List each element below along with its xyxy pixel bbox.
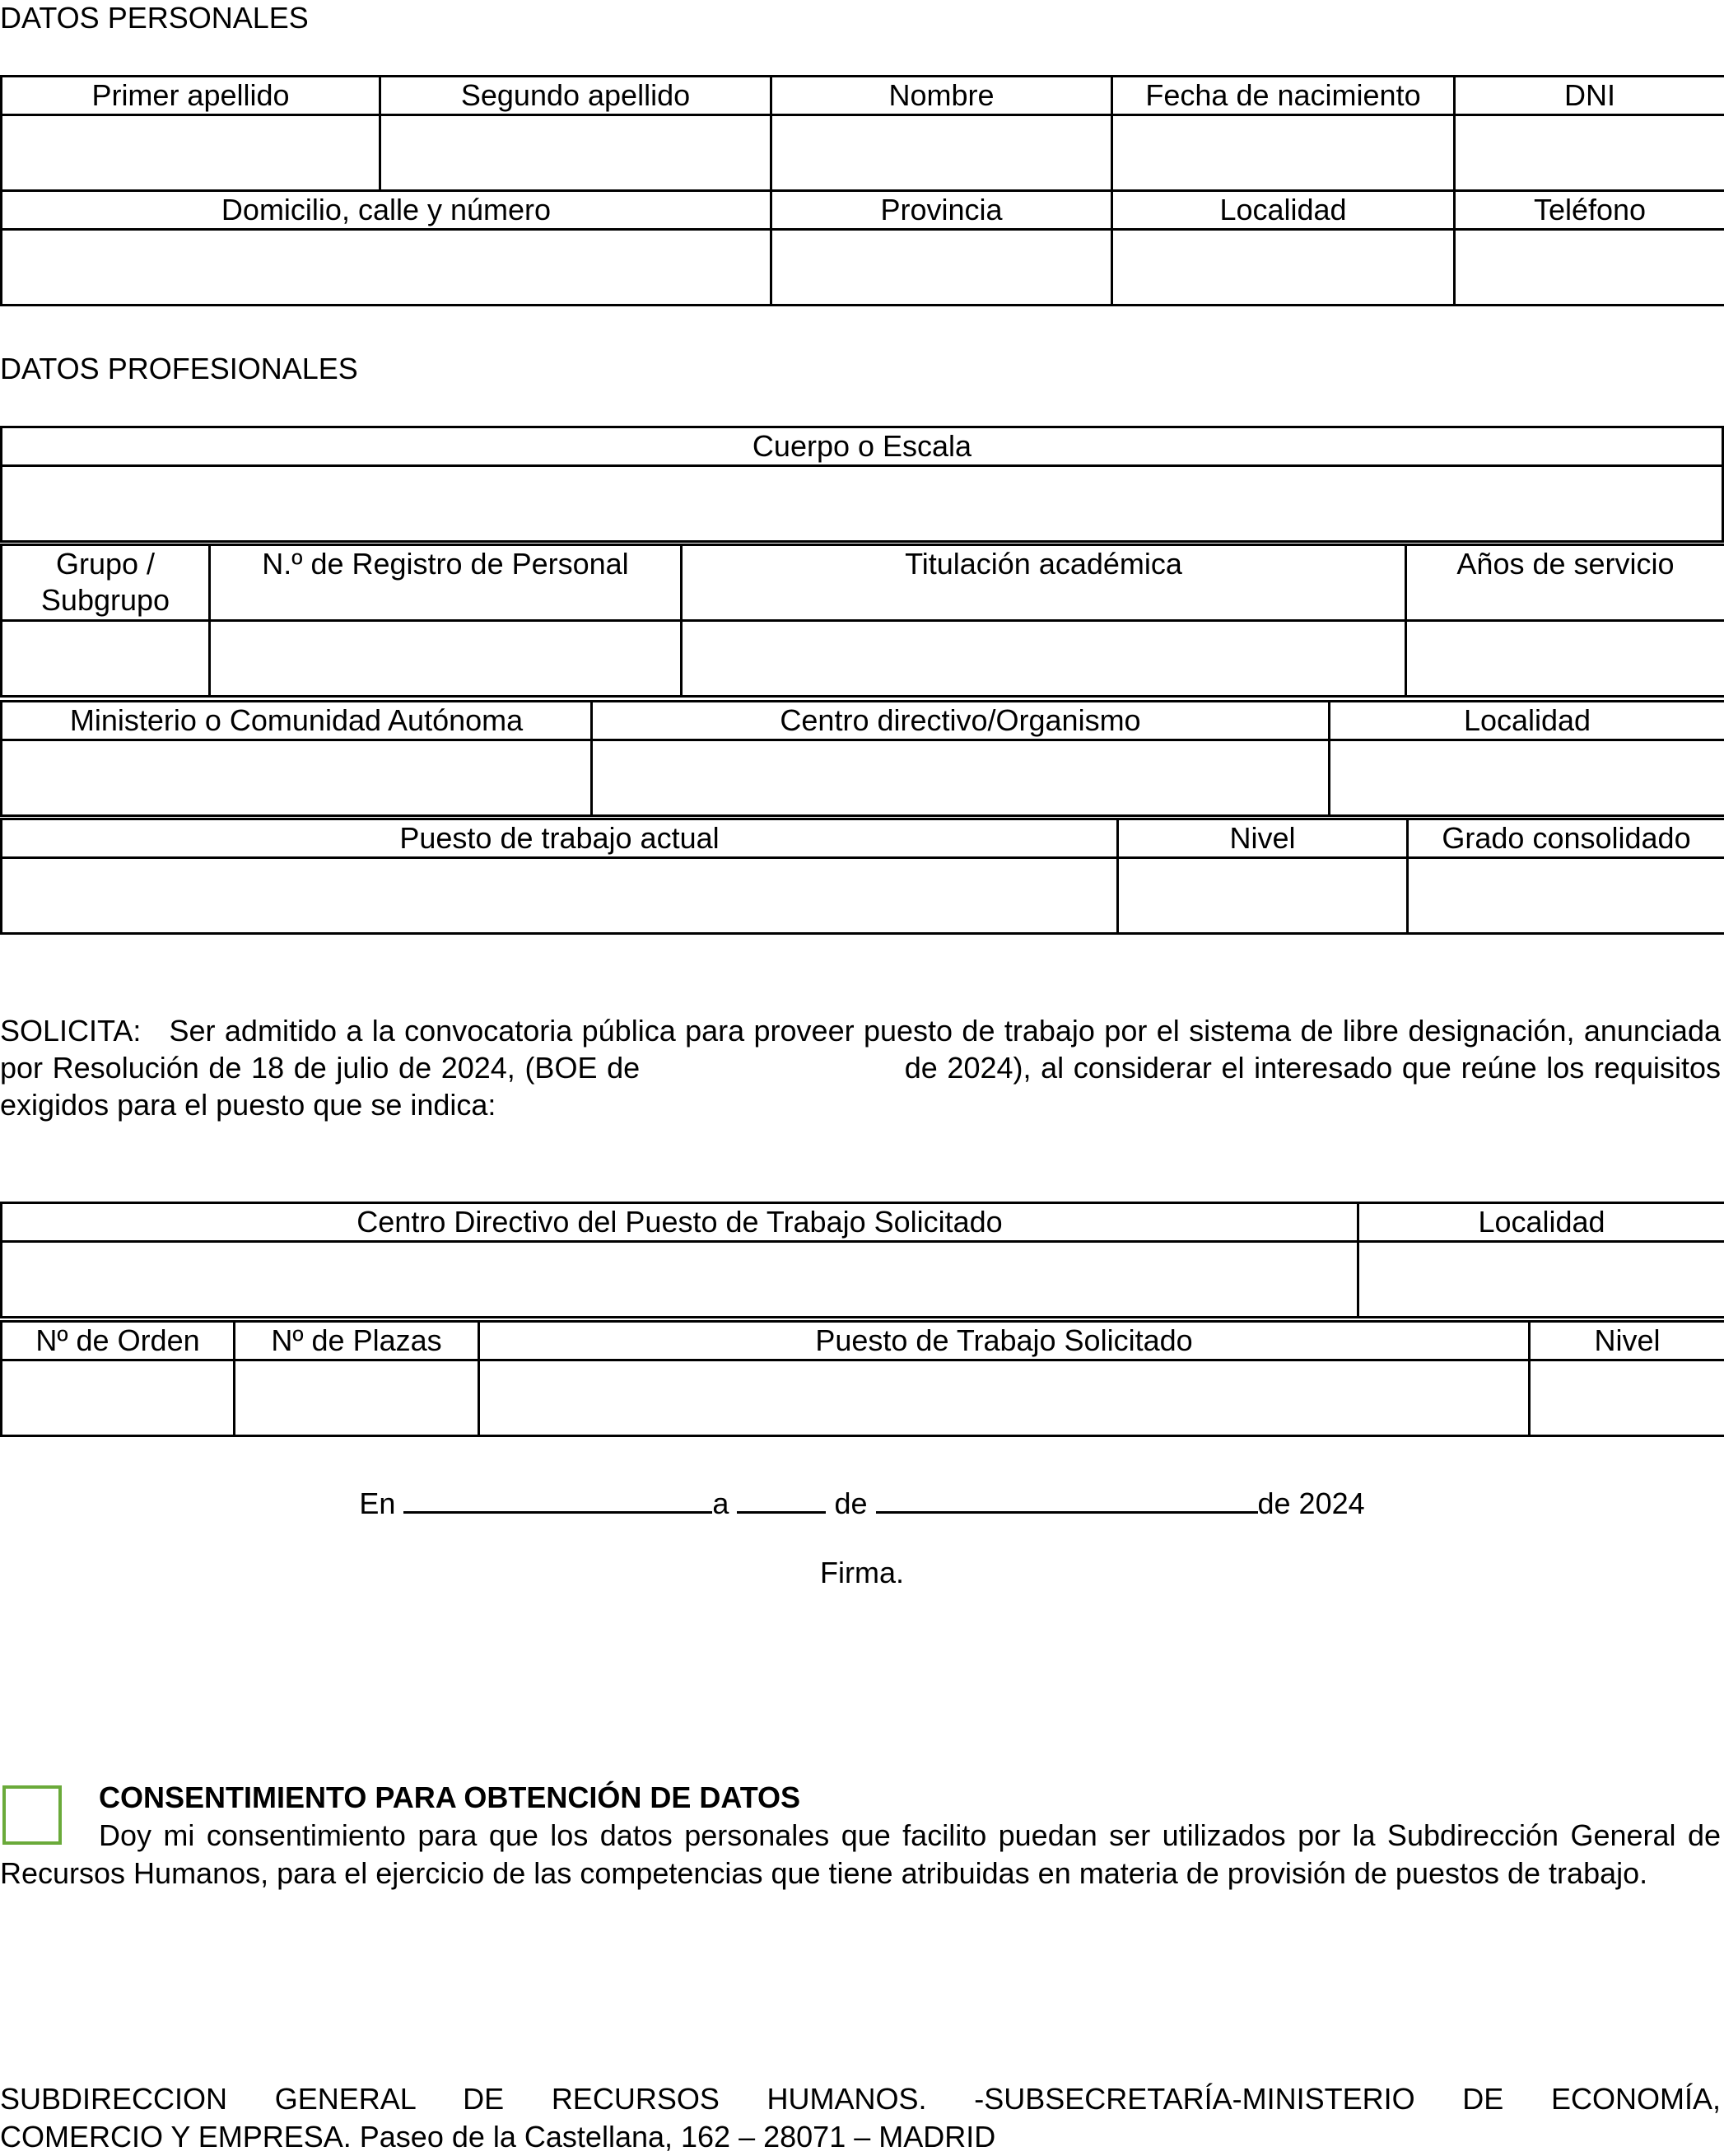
header-numero-orden: Nº de Orden bbox=[2, 1322, 235, 1360]
signature-date-line bbox=[0, 1480, 1724, 1522]
header-puesto-solicitado: Puesto de Trabajo Solicitado bbox=[479, 1322, 1530, 1360]
header-numero-plazas: Nº de Plazas bbox=[235, 1322, 479, 1360]
header-registro-personal: N.º de Registro de Personal bbox=[210, 545, 682, 621]
signature-place-prefix: En bbox=[359, 1486, 395, 1520]
footer-line-2: COMERCIO Y EMPRESA. Paseo de la Castellana, 162 – 28071 – MADRID bbox=[0, 2118, 1721, 2156]
footer-address bbox=[0, 2080, 1721, 2156]
field-centro-solicitado[interactable] bbox=[2, 1242, 1358, 1318]
professional-grupo-table bbox=[0, 544, 1724, 698]
field-segundo-apellido[interactable] bbox=[380, 115, 771, 191]
request-text-part2: de 2024), al considerar el interesado que reúne los requisitos exigidos para el puesto que se indica: bbox=[0, 1051, 1721, 1122]
field-nivel-solicitado[interactable] bbox=[1530, 1360, 1724, 1436]
signature-month-blank[interactable] bbox=[876, 1480, 1258, 1514]
header-domicilio: Domicilio, calle y número bbox=[2, 191, 771, 230]
signature-label: Firma. bbox=[0, 1555, 1724, 1591]
header-dni: DNI bbox=[1455, 77, 1724, 115]
field-centro-directivo[interactable] bbox=[592, 740, 1330, 816]
header-localidad: Localidad bbox=[1112, 191, 1455, 230]
field-numero-orden[interactable] bbox=[2, 1360, 235, 1436]
header-puesto-actual: Puesto de trabajo actual bbox=[2, 819, 1118, 858]
header-localidad-prof: Localidad bbox=[1330, 702, 1724, 740]
field-registro-personal[interactable] bbox=[210, 621, 682, 697]
signature-day-prefix: a bbox=[712, 1486, 729, 1520]
signature-place-blank[interactable] bbox=[403, 1480, 712, 1514]
field-grupo-subgrupo[interactable] bbox=[2, 621, 210, 697]
header-fecha-nacimiento: Fecha de nacimiento bbox=[1112, 77, 1455, 115]
header-grupo-subgrupo: Grupo / Subgrupo bbox=[2, 545, 210, 621]
professional-ministerio-table bbox=[0, 700, 1724, 817]
field-ministerio[interactable] bbox=[2, 740, 592, 816]
header-anos-servicio: Años de servicio bbox=[1406, 545, 1724, 621]
field-puesto-solicitado[interactable] bbox=[479, 1360, 1530, 1436]
header-localidad-solicitada: Localidad bbox=[1358, 1203, 1724, 1242]
header-grado-consolidado: Grado consolidado bbox=[1408, 819, 1724, 858]
footer-line-1: SUBDIRECCION GENERAL DE RECURSOS HUMANOS. -SUBSECRETARÍA-MINISTERIO DE ECONOMÍA, bbox=[0, 2080, 1721, 2118]
request-label: SOLICITA: bbox=[0, 1014, 141, 1048]
professional-cuerpo-table bbox=[0, 426, 1724, 543]
request-paragraph bbox=[0, 1012, 1721, 1123]
field-telefono[interactable] bbox=[1455, 230, 1724, 306]
signature-month-prefix: de bbox=[834, 1486, 867, 1520]
consent-body: Doy mi consentimiento para que los datos personales que facilito puedan ser utilizados por la Subdirección General de Recursos Humanos, para el ejercicio de las competencias que tiene atribuidas en materia de provisión de puestos de trabajo. bbox=[0, 1817, 1721, 1892]
requested-puesto-table bbox=[0, 1320, 1724, 1437]
header-nivel-solicitado: Nivel bbox=[1530, 1322, 1724, 1360]
field-localidad-prof[interactable] bbox=[1330, 740, 1724, 816]
field-domicilio[interactable] bbox=[2, 230, 771, 306]
field-nombre[interactable] bbox=[771, 115, 1112, 191]
header-ministerio: Ministerio o Comunidad Autónoma bbox=[2, 702, 592, 740]
signature-year-suffix: de 2024 bbox=[1258, 1486, 1365, 1520]
professional-puesto-table bbox=[0, 818, 1724, 935]
header-cuerpo-escala: Cuerpo o Escala bbox=[2, 427, 1723, 466]
field-numero-plazas[interactable] bbox=[235, 1360, 479, 1436]
field-fecha-nacimiento[interactable] bbox=[1112, 115, 1455, 191]
header-segundo-apellido: Segundo apellido bbox=[380, 77, 771, 115]
field-dni[interactable] bbox=[1455, 115, 1724, 191]
field-cuerpo-escala[interactable] bbox=[2, 466, 1723, 542]
header-primer-apellido: Primer apellido bbox=[2, 77, 380, 115]
field-puesto-actual[interactable] bbox=[2, 858, 1118, 934]
requested-centro-table bbox=[0, 1202, 1724, 1318]
header-telefono: Teléfono bbox=[1455, 191, 1724, 230]
header-titulacion: Titulación académica bbox=[682, 545, 1406, 621]
personal-data-table bbox=[0, 75, 1724, 306]
field-provincia[interactable] bbox=[771, 230, 1112, 306]
field-localidad-solicitada[interactable] bbox=[1358, 1242, 1724, 1318]
field-anos-servicio[interactable] bbox=[1406, 621, 1724, 697]
header-provincia: Provincia bbox=[771, 191, 1112, 230]
header-nombre: Nombre bbox=[771, 77, 1112, 115]
personal-data-heading: DATOS PERSONALES bbox=[0, 0, 309, 36]
header-centro-solicitado: Centro Directivo del Puesto de Trabajo Solicitado bbox=[2, 1203, 1358, 1242]
field-localidad[interactable] bbox=[1112, 230, 1455, 306]
header-nivel-actual: Nivel bbox=[1118, 819, 1408, 858]
signature-day-blank[interactable] bbox=[737, 1480, 826, 1514]
professional-data-heading: DATOS PROFESIONALES bbox=[0, 351, 358, 387]
field-grado-consolidado[interactable] bbox=[1408, 858, 1724, 934]
header-centro-directivo: Centro directivo/Organismo bbox=[592, 702, 1330, 740]
field-titulacion[interactable] bbox=[682, 621, 1406, 697]
consent-title: CONSENTIMIENTO PARA OBTENCIÓN DE DATOS bbox=[99, 1779, 800, 1817]
request-text-part1: Ser admitido a la convocatoria pública para proveer puesto de trabajo por el sistema de libre designación, anunciada por Resolución de 18 de julio de 2024, (BOE de bbox=[0, 1014, 1721, 1085]
field-nivel-actual[interactable] bbox=[1118, 858, 1408, 934]
field-primer-apellido[interactable] bbox=[2, 115, 380, 191]
